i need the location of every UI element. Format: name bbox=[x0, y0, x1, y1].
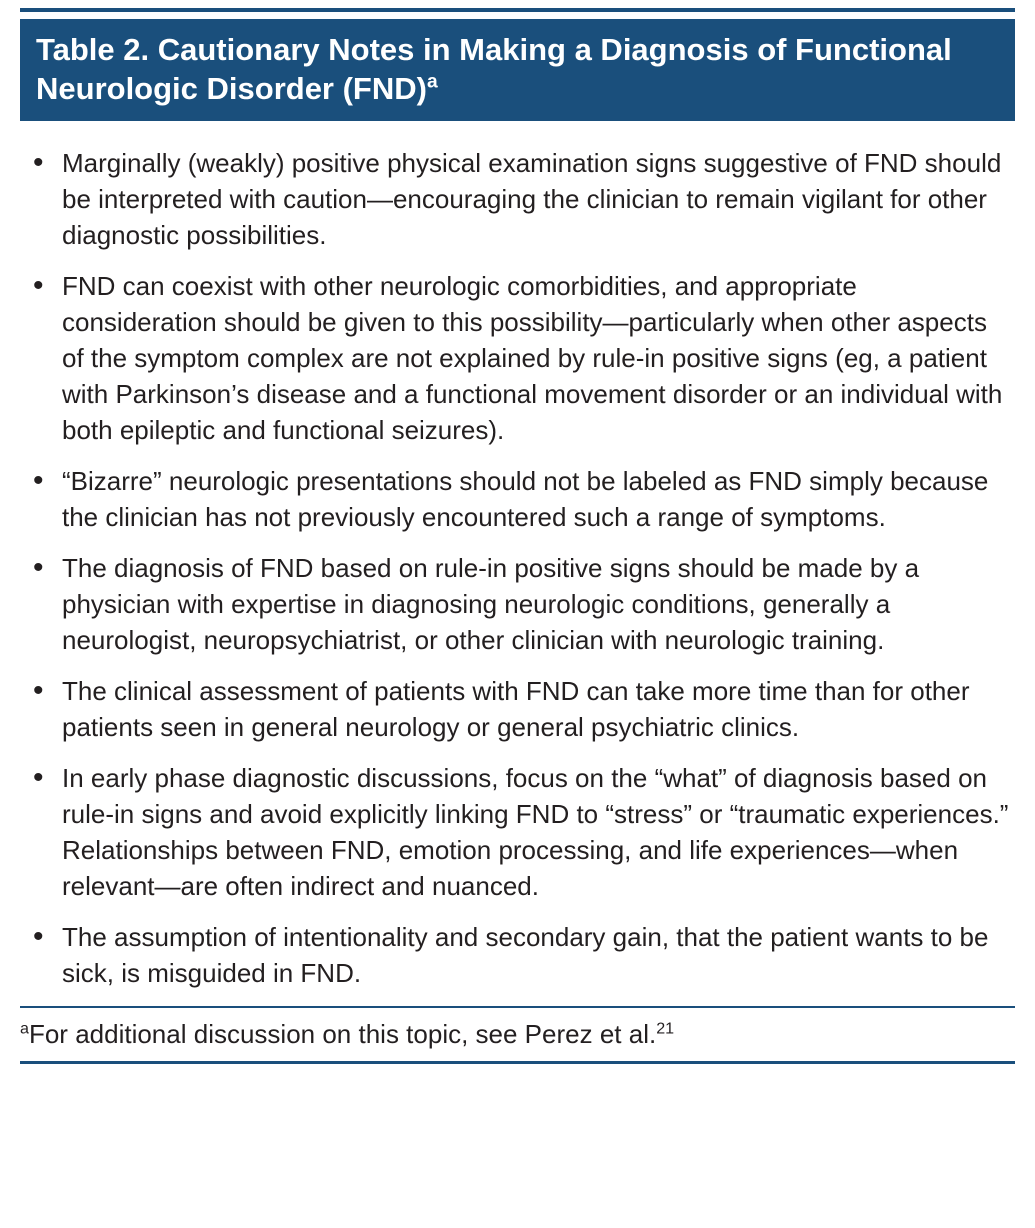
cautionary-note bbox=[20, 673, 1015, 745]
bullet-icon bbox=[20, 550, 62, 586]
note-text: The assumption of intentionality and secondary gain, that the patient wants to be sick, is misguided in FND. bbox=[62, 921, 989, 988]
bullet-icon bbox=[20, 673, 62, 709]
footnote-marker: a bbox=[20, 1019, 29, 1038]
cautionary-note bbox=[20, 463, 1015, 535]
cautionary-note bbox=[20, 550, 1015, 658]
table-header bbox=[20, 19, 1015, 121]
cautionary-note bbox=[20, 760, 1015, 904]
footnote-text: For additional discussion on this topic, see Perez et al. bbox=[28, 1018, 657, 1049]
table-title-footnote-marker: a bbox=[426, 72, 438, 94]
note-text: Marginally (weakly) positive physical examination signs suggestive of FND should be interpreted with caution—encouraging the clinician to remain vigilant for other diagnostic possibilities. bbox=[62, 147, 1002, 250]
bullet-icon bbox=[20, 919, 62, 955]
bottom-rule bbox=[20, 1061, 1015, 1064]
cautionary-notes-list bbox=[20, 145, 1015, 991]
bullet-icon bbox=[20, 463, 62, 499]
cautionary-note bbox=[20, 268, 1015, 448]
bullet-icon bbox=[20, 760, 62, 796]
note-text: The clinical assessment of patients with FND can take more time than for other patients seen in general neurology or general psychiatric clinics. bbox=[62, 675, 970, 742]
note-text: In early phase diagnostic discussions, focus on the “what” of diagnosis based on rule-in signs and avoid explicitly linking FND to “stress” or “traumatic experiences.” Relationships between FND, emotion processing, and life experiences—when relevant—are often indirect and nuanced. bbox=[62, 762, 1009, 901]
cautionary-note bbox=[20, 145, 1015, 253]
cautionary-note bbox=[20, 919, 1015, 991]
top-rule bbox=[20, 8, 1015, 12]
note-text: “Bizarre” neurologic presentations should not be labeled as FND simply because the clinician has not previously encountered such a range of symptoms. bbox=[62, 465, 989, 532]
note-text: FND can coexist with other neurologic comorbidities, and appropriate consideration should be given to this possibility—particularly when other aspects of the symptom complex are not explained by rule-in positive signs (eg, a patient with Parkinson’s disease and a functional movement disorder or an individual with both epileptic and functional seizures). bbox=[62, 270, 1003, 445]
note-text: The diagnosis of FND based on rule-in positive signs should be made by a physician with expertise in diagnosing neurologic conditions, generally a neurologist, neuropsychiatrist, or other clinician with neurologic training. bbox=[62, 552, 920, 655]
bullet-icon bbox=[20, 145, 62, 181]
table-title: Table 2. Cautionary Notes in Making a Diagnosis of Functional Neurologic Disorder (FND) bbox=[36, 32, 952, 107]
table-footnote bbox=[20, 1008, 1015, 1061]
bullet-icon bbox=[20, 268, 62, 304]
footnote-reference-number: 21 bbox=[656, 1019, 675, 1038]
